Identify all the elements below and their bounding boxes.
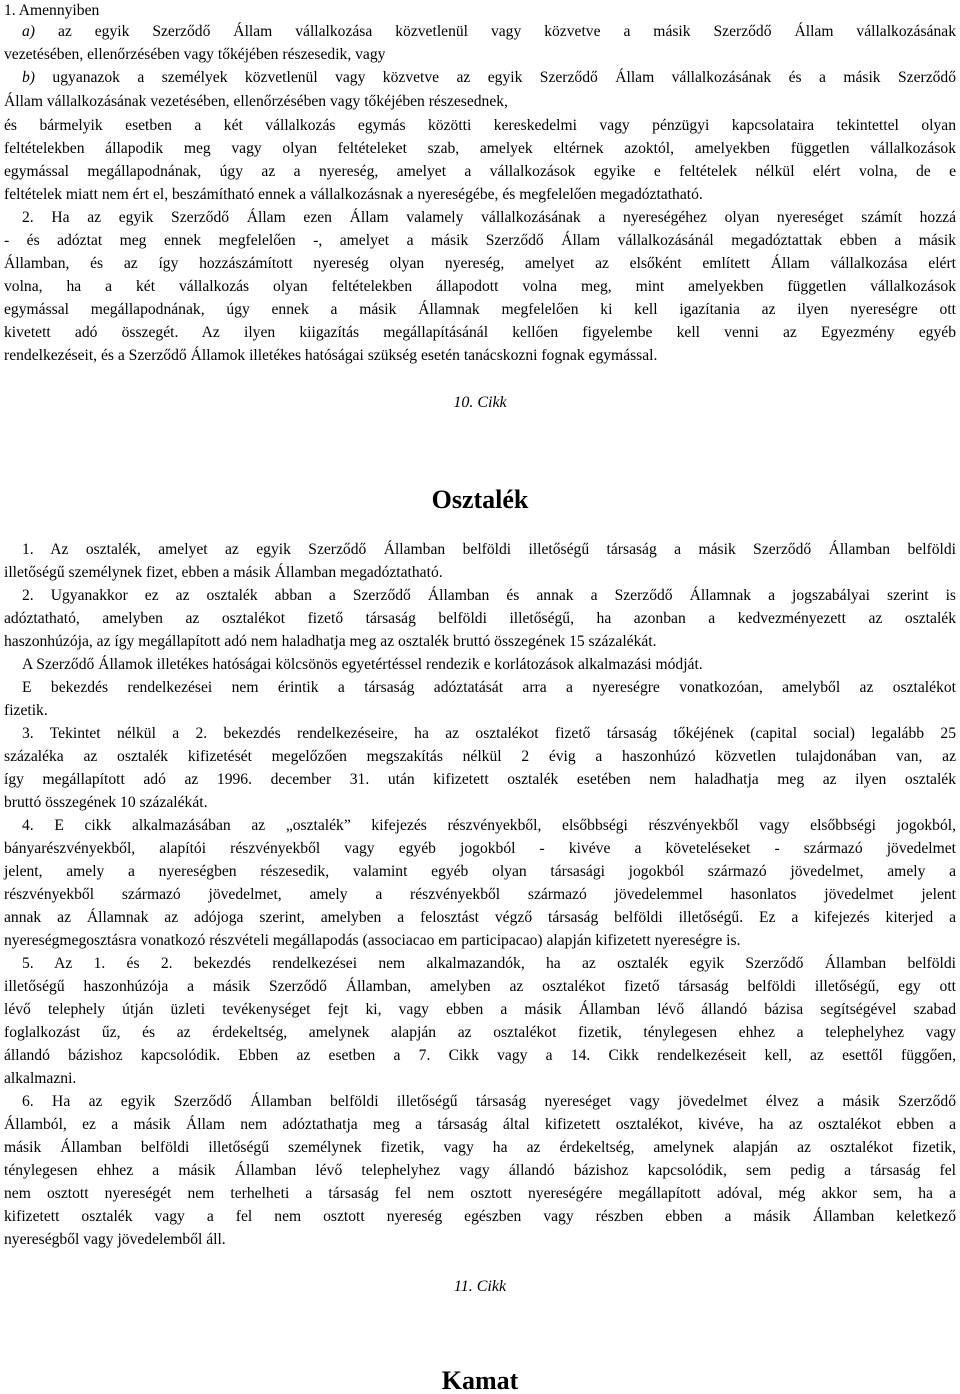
dividend-5-line-2: illetőségű haszonhúzója a másik Szerződő Államban, amelyben az osztalékot fizető társaság belföldi illetőségű, egy ott <box>4 978 956 995</box>
dividend-2-line-5: E bekezdés rendelkezései nem érintik a társaság adóztatását arra a nyereségre vonatkozóan, amelyből az osztalékot <box>22 679 956 696</box>
dividend-2-line-3: haszonhúzója, az így megállapított adó nem haladhatja meg az osztalék bruttó összegének 15 százalékát. <box>4 633 657 650</box>
paragraph-1-line-1: 1. Amennyiben <box>4 2 100 19</box>
paragraph-2-line-3: Államban, és az így hozzászámított nyereség olyan nyereség, amelyet az elsőként említett Állam vállalkozása elért <box>4 255 956 272</box>
paragraph-2-line-7: rendelkezéseit, és a Szerződő Államok illetékes hatóságai szükség esetén tanácskozni fognak egymással. <box>4 347 658 364</box>
dividend-5-line-3: lévő telephely útján üzleti tevékenységet fejt ki, vagy ebben a másik Államban lévő állandó bázisa segítségével szabad <box>4 1001 956 1018</box>
dividend-2-line-4: A Szerződő Államok illetékes hatóságai kölcsönös egyetértéssel rendezik e korlátozások alkalmazási módját. <box>22 656 703 673</box>
dividend-6-line-6: kifizetett osztalék vagy a fel nem osztott nyereség egészben vagy részben ebben a másik Államban keletkező <box>4 1208 956 1225</box>
dividend-6-line-3: másik Államban belföldi illetőségű személynek fizetik, vagy ha az érdekeltség, amelynek alapján az osztalékot fizetik, <box>4 1139 956 1156</box>
paragraph-1-line-9: feltételek miatt nem ért el, beszámítható ennek a vállalkozásnak a nyereségébe, és megfelelően megadóztatható. <box>4 186 703 203</box>
dividend-5-line-1: 5. Az 1. és 2. bekezdés rendelkezései nem alkalmazandók, ha az osztalék egyik Szerződő Államban belföldi <box>22 955 956 972</box>
dividend-5-line-4: foglalkozást űz, és az érdekeltség, amelynek alapján az osztalékot fizetik, ténylegesen ehhez a telephelyhez vagy <box>4 1024 956 1041</box>
paragraph-2-line-4: volna, ha a két vállalkozás olyan feltételekben állapodott volna meg, mint amelyekben független vállalkozások <box>4 278 956 295</box>
dividend-3-line-3: így megállapított adó az 1996. december 31. után kifizetett osztalék esetében nem haladhatja meg az ilyen osztalék <box>4 771 956 788</box>
dividend-3-line-4: bruttó összegének 10 százalékát. <box>4 794 208 811</box>
dividend-2-line-6: fizetik. <box>4 702 48 719</box>
article-10-title: Osztalék <box>431 485 529 514</box>
dividend-3-line-1: 3. Tekintet nélkül a 2. bekezdés rendelkezéseire, ha az osztalékot fizető társaság tőkéjének (capital social) legalább 25 <box>22 725 956 742</box>
paragraph-1-line-4: b) ugyanazok a személyek közvetlenül vagy közvetve az egyik Szerződő Állam vállalkozásának és a másik Szerződő <box>22 69 957 86</box>
dividend-4-line-5: annak az Államnak az adójoga szerint, amelyben a felosztást végző társaság belföldi illetőségű. Ez a kifejezés kiterjed a <box>4 909 956 926</box>
paragraph-1-line-3: vezetésében, ellenőrzésében vagy tőkéjében részesedik, vagy <box>4 46 386 63</box>
article-10-label: 10. Cikk <box>453 394 507 411</box>
paragraph-1-line-4-visible: ugyanazok a személyek közvetlenül vagy közvetve az egyik Szerződő Állam vállalkozásának és a másik Szerződő <box>52 69 957 86</box>
dividend-4-line-6: nyereségmegosztásra vonatkozó részvételi megállapodás (associacao em participacao) alapján kifizetett nyereségre is. <box>4 932 741 949</box>
dividend-6-line-5: nem osztott nyereségét nem terhelheti a társaság fel nem osztott nyereségére megállapított adóval, még akkor sem, ha a <box>4 1185 956 1202</box>
paragraph-2-line-2: - és adóztat meg ennek megfelelően -, amelyet a másik Szerződő Állam vállalkozásánál megadóztattak ebben a másik <box>4 232 956 249</box>
paragraph-1-line-7: feltételekben állapodik meg vagy olyan feltételeket szab, amelyek eltérnek azoktól, amelyekben független vállalkozások <box>4 140 956 157</box>
paragraph-2-line-1: 2. Ha az egyik Szerződő Állam ezen Állam valamely vállalkozásának a nyereségéhez olyan nyereséget számít hozzá <box>22 209 956 226</box>
paragraph-1-line-6: és bármelyik esetben a két vállalkozás egymás közötti kereskedelmi vagy pénzügyi kapcsolataira tekintettel olyan <box>4 117 956 134</box>
paragraph-1-line-2-visible: az egyik Szerződő Állam vállalkozása közvetlenül vagy közvetve a másik Szerződő Állam vállalkozásának <box>57 23 956 40</box>
dividend-3-line-2: százaléka az osztalék kifizetését megelőzően megszakítás nélkül 2 évig a haszonhúzó közvetlen tulajdonában van, az <box>4 748 956 765</box>
dividend-6-line-2: Államból, ez a másik Állam nem adóztathatja meg a társaság által kifizetett osztalékot, kivéve, ha az osztalékot ebben a <box>4 1116 956 1133</box>
dividend-2-line-1: 2. Ugyanakkor ez az osztalék abban a Szerződő Államban és annak a Szerződő Államnak a jogszabályai szerint is <box>22 587 956 604</box>
dividend-4-line-4: részvényekből származó jövedelmet, amely a részvényekből származó jövedelemmel hasonlatos jövedelmet jelent <box>4 886 956 903</box>
dividend-1-line-1: 1. Az osztalék, amelyet az egyik Szerződő Államban belföldi illetőségű társaság a másik Szerződő Államban belföldi <box>22 541 956 558</box>
dividend-2-line-2: adóztatható, amelyben az osztalékot fizető társaság belföldi illetőségű, ha azonban a kedvezményezett az osztalék <box>4 610 956 627</box>
dividend-1-line-2: illetőségű személynek fizet, ebben a másik Államban megadóztatható. <box>4 564 443 581</box>
paragraph-1-line-8: egymással megállapodnának, úgy az a nyereség, amelyet a vállalkozások egyike e feltételek nélkül elért volna, de e <box>4 163 956 180</box>
paragraph-1-line-5: Állam vállalkozásának vezetésében, ellenőrzésében vagy tőkéjében részesednek, <box>4 93 508 110</box>
dividend-4-line-2: bányarészvényekből, alapítói részvényekből vagy egyéb jogokból - kivéve a követeléseket - származó jövedelmet <box>4 840 956 857</box>
dividend-6-line-7: nyereségből vagy jövedelemből áll. <box>4 1231 226 1248</box>
dividend-4-line-1: 4. E cikk alkalmazásában az „osztalék” kifejezés részvényekből, elsőbbségi részvényekből vagy elsőbbségi jogokból, <box>22 817 956 834</box>
article-11-title: Kamat <box>441 1366 519 1394</box>
dividend-4-line-3: jelent, amely a nyereségben részesedik, valamint egyéb olyan társasági jogokból származó jövedelmet, amely a <box>4 863 956 880</box>
paragraph-2-line-6: kivetett adó összegét. Az ilyen kiigazítás megállapításánál kellően figyelembe kell venni az Egyezmény egyéb <box>4 324 956 341</box>
paragraph-2-line-5: egymással megállapodnának, úgy ennek a másik Államnak megfelelően ki kell igazítania az ilyen nyereségre ott <box>4 301 956 318</box>
article-11-label: 11. Cikk <box>453 1278 507 1295</box>
dividend-5-line-6: alkalmazni. <box>4 1070 77 1087</box>
dividend-5-line-5: állandó bázishoz kapcsolódik. Ebben az esetben a 7. Cikk vagy a 14. Cikk rendelkezéseit kell, az esettől függően, <box>4 1047 956 1064</box>
dividend-6-line-1: 6. Ha az egyik Szerződő Államban belföldi illetőségű társaság nyereséget vagy jövedelmet élvez a másik Szerződő <box>22 1093 956 1110</box>
dividend-6-line-4: ténylegesen ehhez a másik Államban lévő telephelyhez vagy állandó bázishoz kapcsolódik, sem pedig a társaság fel <box>4 1162 956 1179</box>
paragraph-1-line-2: a) az egyik Szerződő Állam vállalkozása közvetlenül vagy közvetve a másik Szerződő Állam vállalkozásának <box>22 23 956 40</box>
